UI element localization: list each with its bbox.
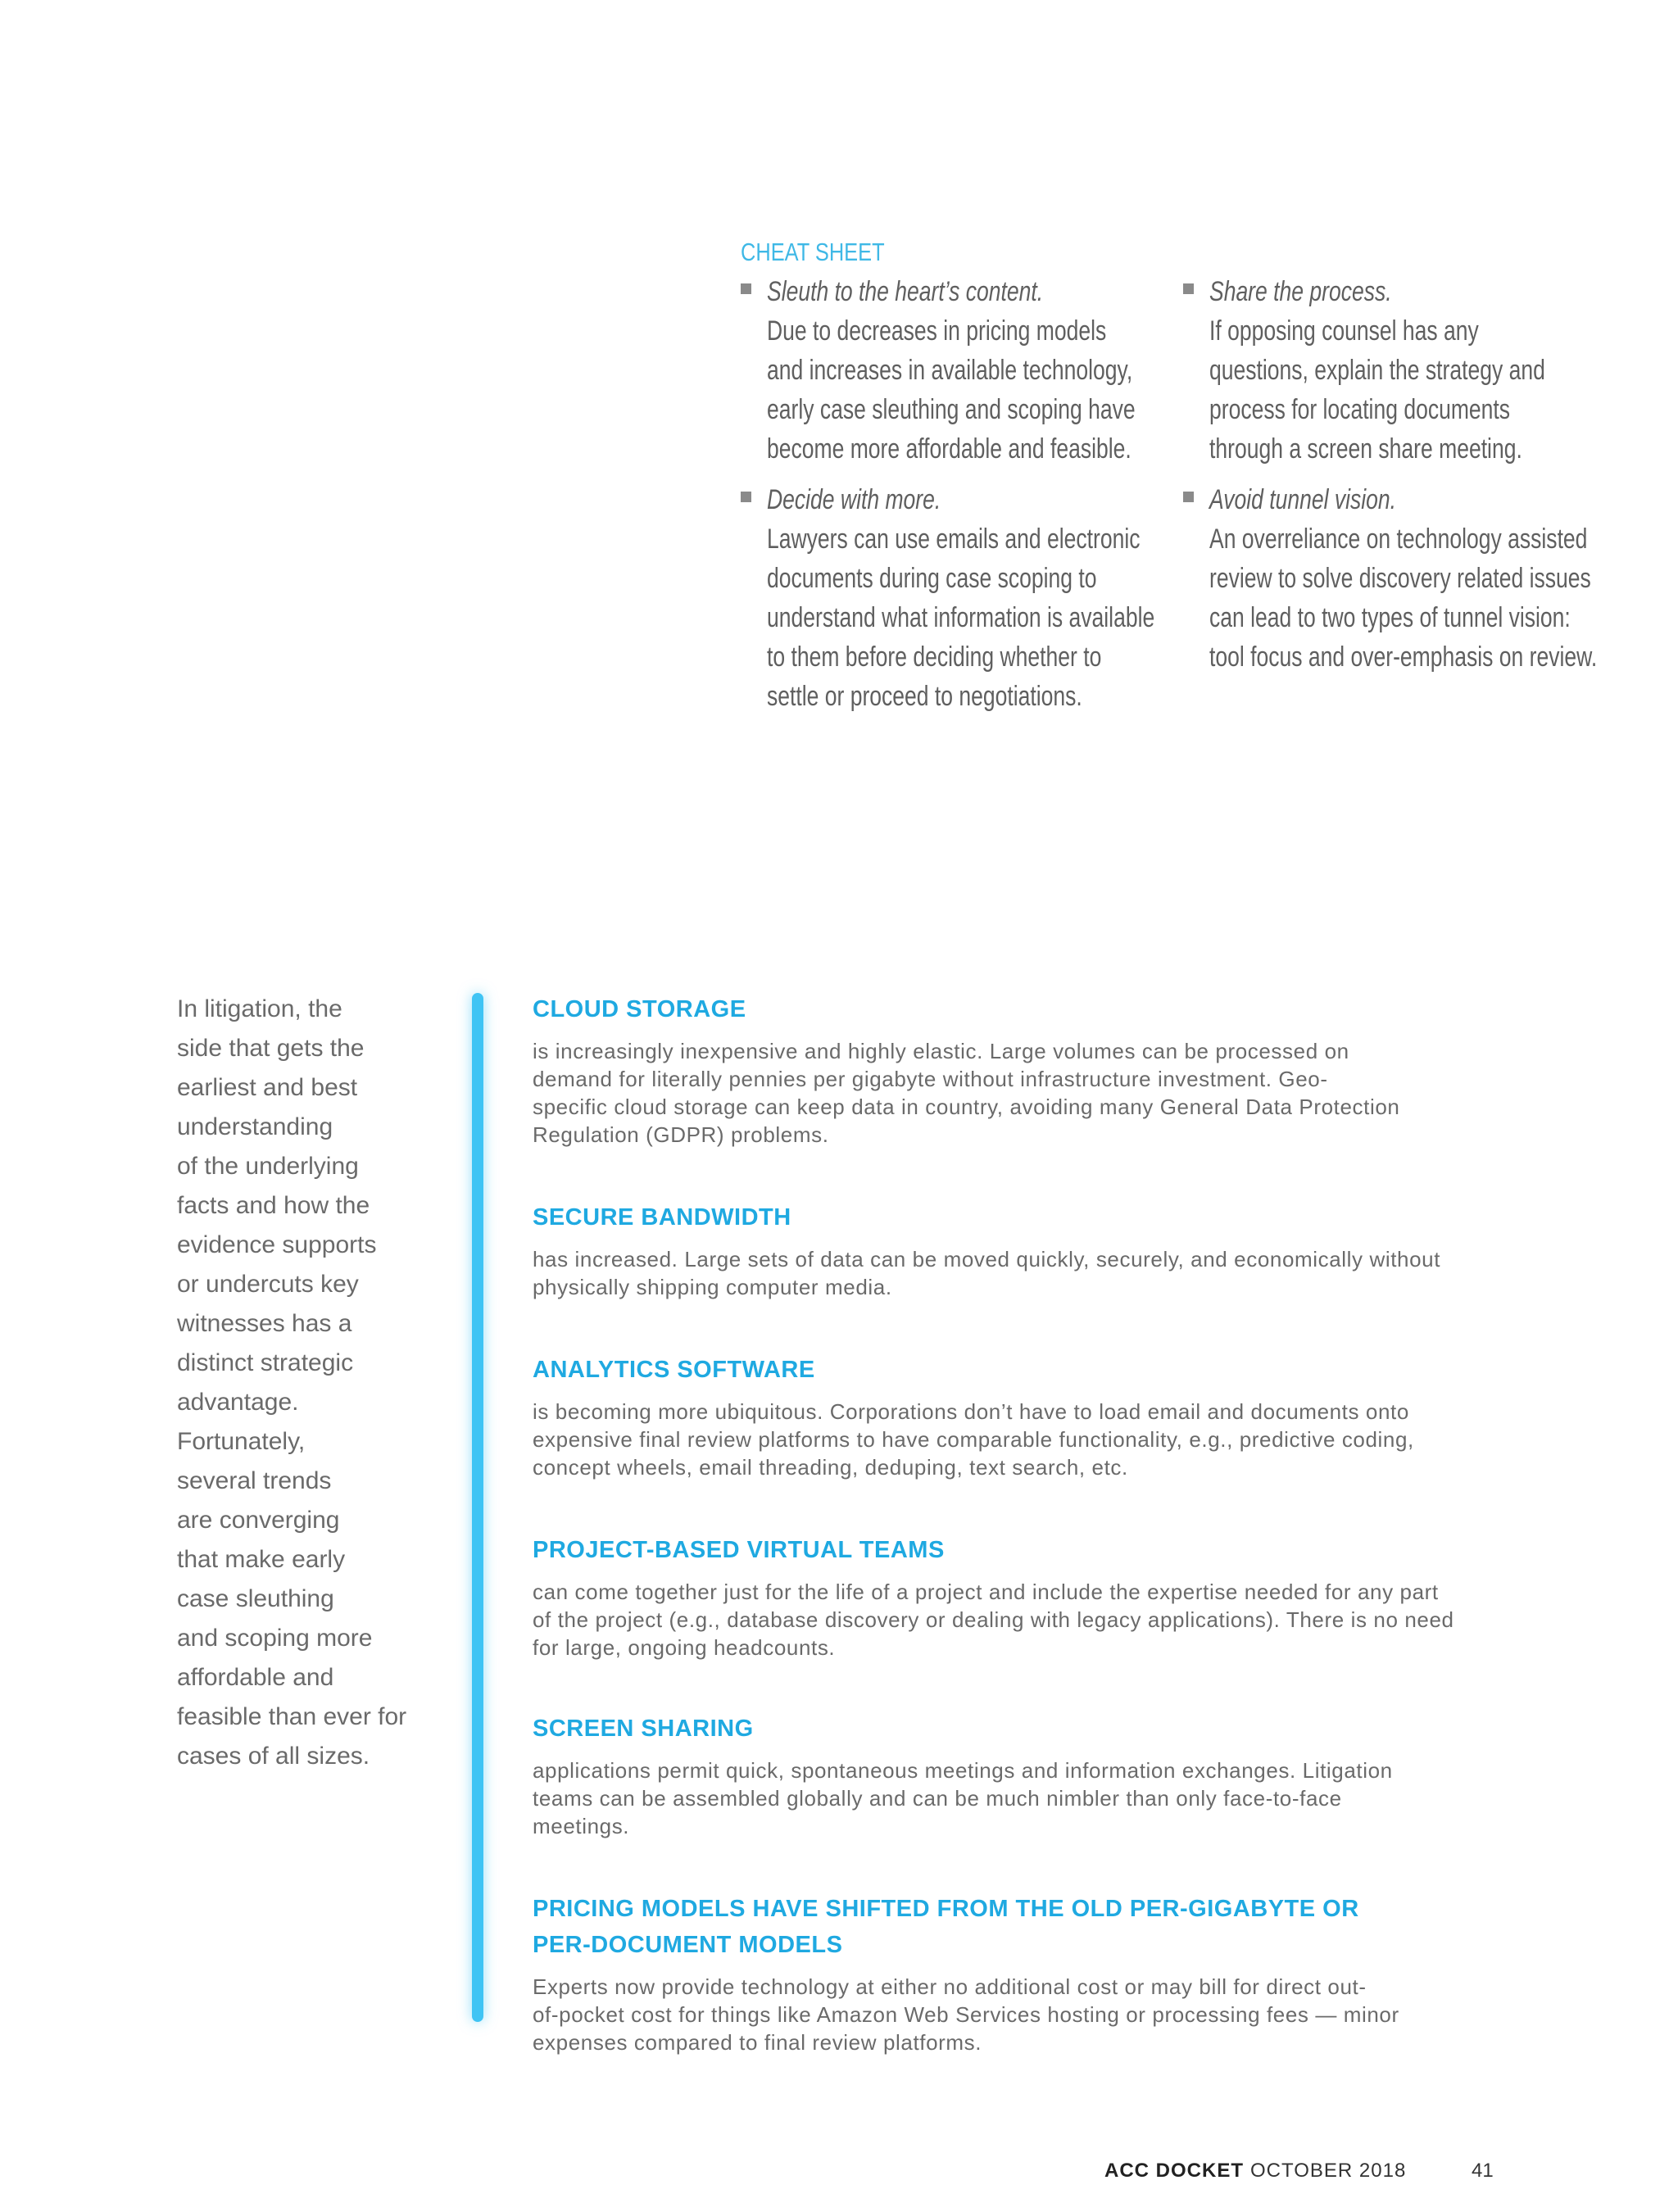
pull-quote-line: or undercuts key (177, 1271, 359, 1298)
pull-quote-line: affordable and (177, 1664, 334, 1691)
cheat-item-heading: Avoid tunnel vision. (1209, 484, 1397, 515)
trend-section (533, 1532, 1614, 1661)
pull-quote-line: distinct strategic (177, 1349, 354, 1376)
pull-quote-line: advantage. (177, 1389, 299, 1416)
pull-quote-line: of the underlying (177, 1153, 359, 1180)
pull-quote-line: that make early (177, 1546, 346, 1573)
pull-quote-line: are converging (177, 1507, 340, 1534)
pull-quote-line: and scoping more (177, 1625, 373, 1652)
pull-quote-line: evidence supports (177, 1231, 377, 1258)
pull-quote-line: facts and how the (177, 1192, 370, 1219)
section-body: is increasingly inexpensive and highly elastic. Large volumes can be processed on demand for literally pennies per gigabyte without infrastructure investment. Geo- specific cloud storage can keep data in country, avoiding many General Data Protection Regulation (GDPR) problems. (533, 1039, 1400, 1147)
cheat-item-body-line: An overreliance on technology assisted (1209, 524, 1588, 555)
cheat-item-body-line: documents during case scoping to (767, 563, 1097, 594)
section-heading: PRICING MODELS HAVE SHIFTED FROM THE OLD PER-GIGABYTE OR PER-DOCUMENT MODELS (533, 1896, 1359, 1958)
cheat-sheet-item (1183, 480, 1598, 677)
section-heading: SCREEN SHARING (533, 1716, 754, 1742)
pull-quote-line: several trends (177, 1467, 332, 1494)
section-heading: SECURE BANDWIDTH (533, 1204, 791, 1231)
cheat-item-body-line: become more affordable and feasible. (767, 433, 1132, 465)
bullet-square-icon (1183, 492, 1194, 502)
pull-quote-line: understanding (177, 1113, 333, 1140)
trend-section (533, 1199, 1614, 1301)
cheat-item-body-line: process for locating documents (1209, 394, 1511, 425)
pull-quote-line: earliest and best (177, 1074, 358, 1101)
pull-quote-line: cases of all sizes. (177, 1743, 370, 1770)
page-number: 41 (1472, 2160, 1494, 2182)
cheat-item-body-line: tool focus and over-emphasis on review. (1209, 641, 1598, 673)
trend-section (533, 1352, 1614, 1481)
section-body: applications permit quick, spontaneous meetings and information exchanges. Litigation teams can be assembled globally and can be much nimbler than only face-to-face meetings. (533, 1758, 1393, 1838)
trend-section (533, 1891, 1614, 2056)
cheat-item-body-line: early case sleuthing and scoping have (767, 394, 1136, 425)
cheat-sheet-item (741, 272, 1150, 469)
cheat-item-body-line: and increases in available technology, (767, 355, 1133, 386)
cheat-item-heading: Sleuth to the heart’s content. (767, 276, 1044, 307)
issue-date: OCTOBER 2018 (1250, 2160, 1407, 2182)
pull-quote-line: In litigation, the (177, 995, 342, 1022)
cheat-item-body-line: through a screen share meeting. (1209, 433, 1522, 465)
section-body: has increased. Large sets of data can be moved quickly, securely, and economically without physically shipping computer media. (533, 1247, 1441, 1299)
section-body: Experts now provide technology at either no additional cost or may bill for direct out- of-pocket cost for things like Amazon Web Services hosting or processing fees — minor expenses compared to final review platforms. (533, 1974, 1399, 2055)
cheat-item-body-line: Due to decreases in pricing models (767, 315, 1107, 347)
bullet-square-icon (741, 492, 751, 502)
trend-section (533, 991, 1614, 1149)
cheat-item-body-line: questions, explain the strategy and (1209, 355, 1545, 386)
section-heading: CLOUD STORAGE (533, 996, 746, 1022)
cheat-item-heading: Decide with more. (767, 484, 941, 515)
cheat-item-heading: Share the process. (1209, 276, 1392, 307)
pull-quote-line: witnesses has a (177, 1310, 352, 1337)
cheat-sheet-item (741, 480, 1155, 716)
section-body: can come together just for the life of a project and include the expertise needed for any part of the project (e.g., database discovery or dealing with legacy applications). There is no need for large, ongoing headcounts. (533, 1580, 1454, 1660)
publication-name: ACC DOCKET (1104, 2160, 1244, 2182)
pull-quote-line: side that gets the (177, 1035, 365, 1062)
accent-divider-bar (472, 993, 483, 2022)
cheat-item-body-line: understand what information is available (767, 602, 1155, 633)
pull-quote-line: feasible than ever for (177, 1703, 407, 1730)
cheat-sheet-title: CHEAT SHEET (741, 238, 885, 266)
section-body: is becoming more ubiquitous. Corporations don’t have to load email and documents onto expensive final review platforms to have comparable functionality, e.g., predictive coding, concept wheels, email threading, deduping, text search, etc. (533, 1399, 1414, 1480)
trend-section (533, 1711, 1614, 1840)
cheat-item-body-line: review to solve discovery related issues (1209, 563, 1591, 594)
cheat-item-body-line: settle or proceed to negotiations. (767, 681, 1082, 712)
cheat-item-body-line: Lawyers can use emails and electronic (767, 524, 1141, 555)
cheat-sheet-item (1183, 272, 1593, 469)
cheat-item-body-line: to them before deciding whether to (767, 641, 1102, 673)
cheat-item-body-line: can lead to two types of tunnel vision: (1209, 602, 1571, 633)
bullet-square-icon (741, 283, 751, 294)
pull-quote-line: Fortunately, (177, 1428, 306, 1455)
cheat-item-body-line: If opposing counsel has any (1209, 315, 1479, 347)
section-heading: PROJECT-BASED VIRTUAL TEAMS (533, 1537, 945, 1563)
pull-quote-line: case sleuthing (177, 1585, 334, 1612)
pull-quote (177, 990, 472, 1776)
section-heading: ANALYTICS SOFTWARE (533, 1357, 815, 1383)
bullet-square-icon (1183, 283, 1194, 294)
